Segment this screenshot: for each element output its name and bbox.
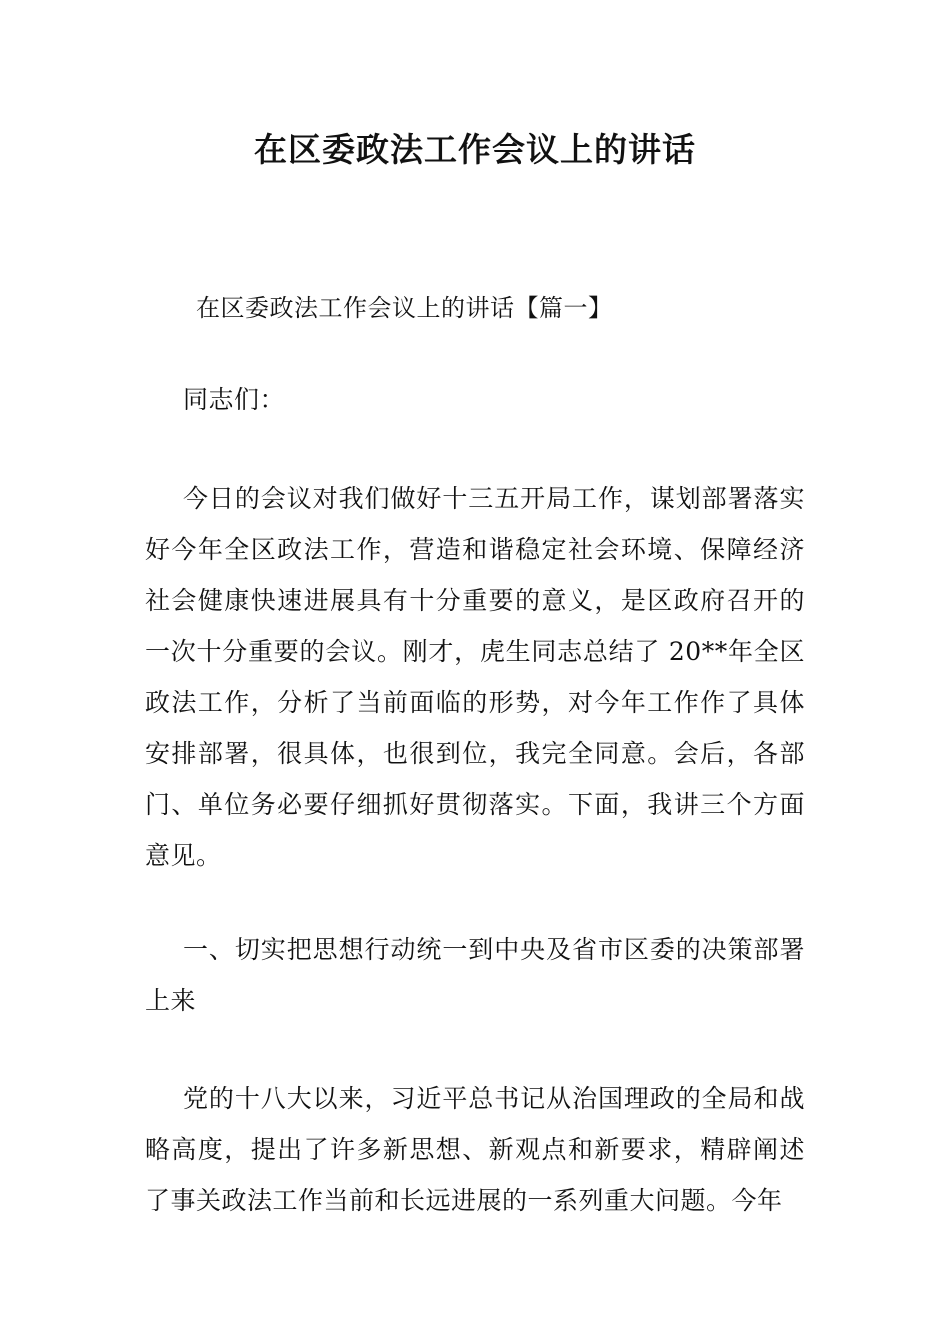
- body-paragraph: 党的十八大以来，习近平总书记从治国理政的全局和战略高度，提出了许多新思想、新观点和新要求，精辟阐述了事关政法工作当前和长远进展的一系列重大问题。今年: [145, 1084, 805, 1215]
- document-title: 在区委政法工作会议上的讲话: [254, 130, 696, 169]
- document-subtitle: 在区委政法工作会议上的讲话【篇一】: [196, 294, 613, 322]
- section-heading: 一、切实把思想行动统一到中央及省市区委的决策部署上来: [145, 935, 805, 1015]
- salutation: 同志们：: [183, 385, 286, 414]
- body-paragraph: 今日的会议对我们做好十三五开局工作，谋划部署落实好今年全区政法工作，营造和谐稳定社会环境、保障经济社会健康快速进展具有十分重要的意义，是区政府召开的一次十分重要的会议。刚才，虎生同志总结了 20**年全区政法工作，分析了当前面临的形势，对今年工作作了具体安排部署，很具体，也很到位，我完全同意。会后，各部门、单位务必要仔细抓好贯彻落实。下面，我讲三个方面意见。: [145, 484, 805, 870]
